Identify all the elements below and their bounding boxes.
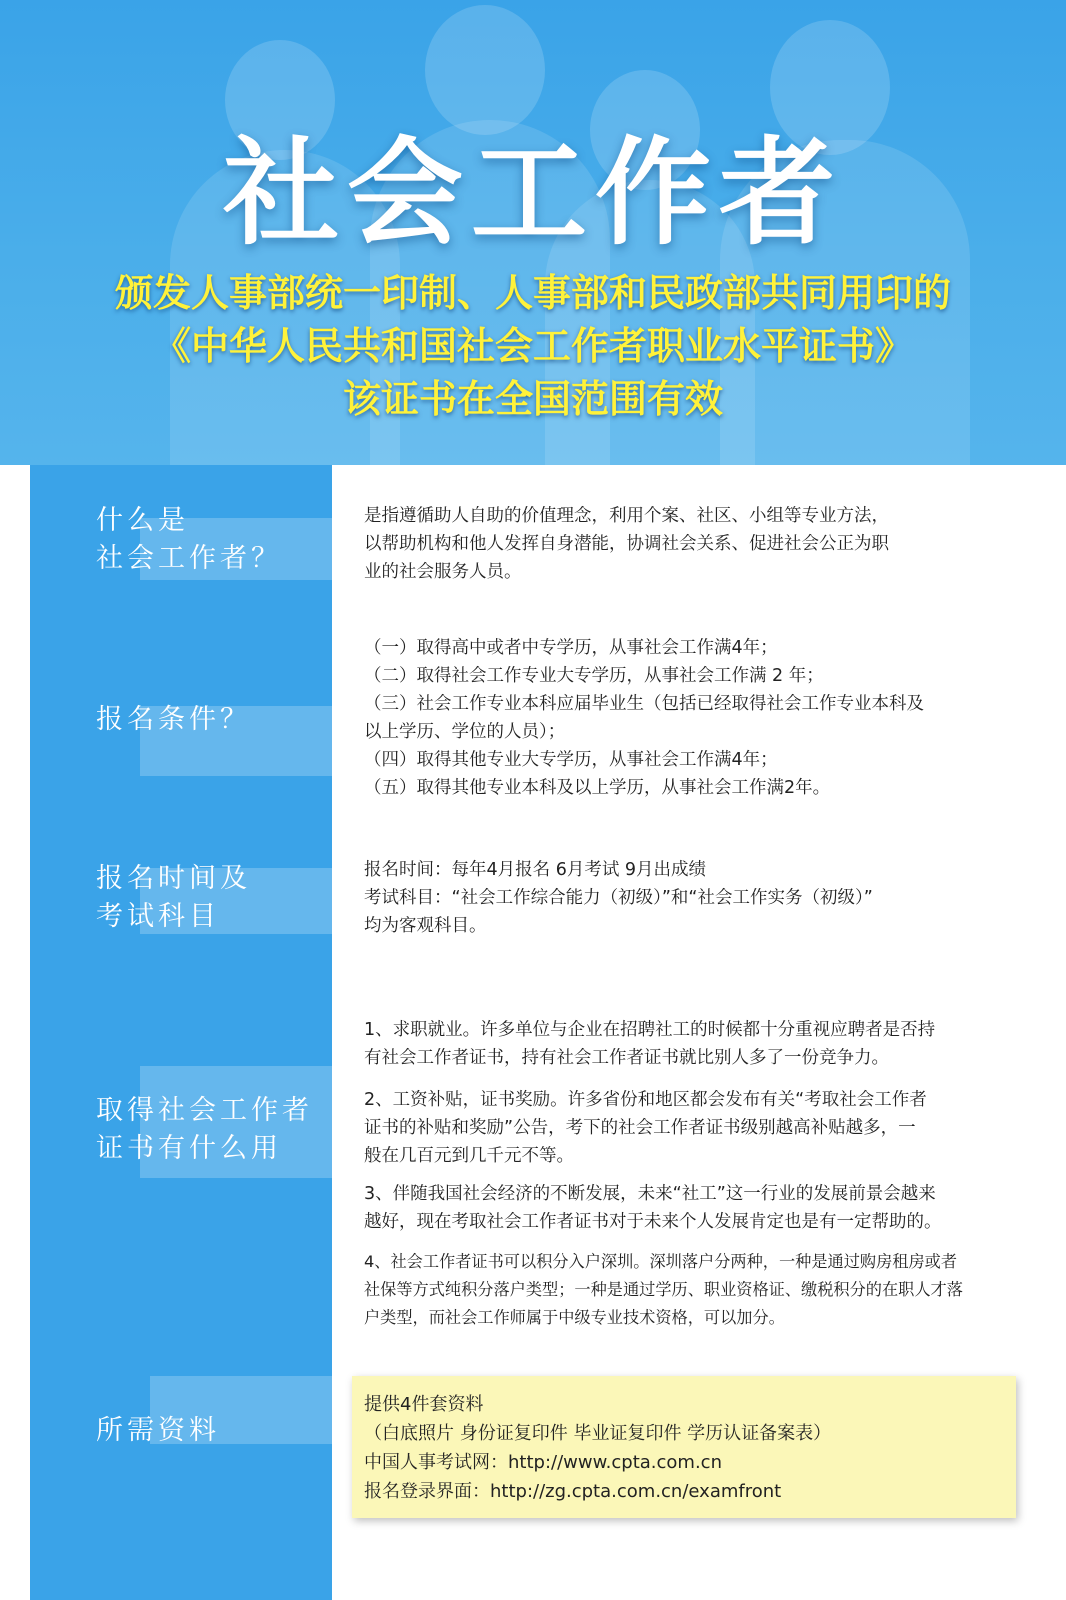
text-line: 4、社会工作者证书可以积分入户深圳。深圳落户分两种，一种是通过购房租房或者 <box>364 1252 958 1271</box>
text-line: 有社会工作者证书，持有社会工作者证书就比别人多了一份竞争力。 <box>364 1048 889 1068</box>
conditions-label: 报名条件？ <box>96 704 251 735</box>
text-line: 般在几百元到几千元不等。 <box>364 1146 574 1166</box>
what-label-line1: 什么是 <box>96 505 189 536</box>
benefits-item-3 <box>364 1180 1020 1236</box>
benefits-label <box>96 1092 313 1168</box>
text-line: 1、求职就业。许多单位与企业在招聘社工的时候都十分重视应聘者是否持 <box>364 1020 936 1040</box>
what-label-line2: 社会工作者？ <box>96 543 282 574</box>
hero-subtitle-line3: 该证书在全国范围有效 <box>342 377 723 421</box>
hero-title: 社会工作者 <box>223 126 843 261</box>
schedule-label <box>96 860 251 936</box>
text-line: （四）取得其他专业大专学历，从事社会工作满4年； <box>364 750 778 770</box>
benefits-item-4 <box>364 1248 1020 1332</box>
text-line: （五）取得其他专业本科及以上学历，从事社会工作满2年。 <box>364 778 831 798</box>
text-line: 2、工资补贴，证书奖励。许多省份和地区都会发布有关“考取社会工作者 <box>364 1090 927 1110</box>
materials-content <box>352 1376 1020 1506</box>
conditions-content <box>364 634 1020 802</box>
schedule-label-line1: 报名时间及 <box>96 863 251 894</box>
text-line: 以帮助机构和他人发挥自身潜能，协调社会关系、促进社会公正为职 <box>364 534 889 554</box>
what-content <box>364 502 1020 586</box>
materials-box <box>352 1376 1016 1518</box>
text-line: 3、伴随我国社会经济的不断发展，未来“社工”这一行业的发展前景会越来 <box>364 1184 936 1204</box>
text-line: 是指遵循助人自助的价值理念，利用个案、社区、小组等专业方法， <box>364 506 889 526</box>
text-line: （二）取得社会工作专业大专学历，从事社会工作满 2 年； <box>364 666 824 686</box>
registration-site-text: 报名登录界面：http://zg.cpta.com.cn/examfront <box>364 1481 782 1502</box>
benefits-item-2 <box>364 1086 1020 1170</box>
left-margin <box>0 465 30 1600</box>
cpta-site-text: 中国人事考试网：http://www.cpta.com.cn <box>364 1452 722 1473</box>
hero-banner <box>0 0 1066 465</box>
what-label <box>96 502 282 578</box>
text-line: 考试科目：“社会工作综合能力（初级）”和“社会工作实务（初级）” <box>364 888 873 908</box>
text-line: 提供4件套资料 <box>364 1394 484 1415</box>
benefits-label-line2: 证书有什么用 <box>96 1133 282 1164</box>
benefits-label-line1: 取得社会工作者 <box>96 1095 313 1126</box>
hero-subtitle-line2: 《中华人民共和国社会工作者职业水平证书》 <box>152 324 913 368</box>
schedule-label-line2: 考试科目 <box>96 901 220 932</box>
materials-label: 所需资料 <box>96 1415 220 1446</box>
text-line: 户类型，而社会工作师属于中级专业技术资格，可以加分。 <box>364 1308 785 1327</box>
text-line: 业的社会服务人员。 <box>364 562 522 582</box>
text-line: 证书的补贴和奖励”公告，考下的社会工作者证书级别越高补贴越多，一 <box>364 1118 916 1138</box>
text-line: 报名时间：每年4月报名 6月考试 9月出成绩 <box>364 860 707 880</box>
text-line: 社保等方式纯积分落户类型；一种是通过学历、职业资格证、缴税积分的在职人才落 <box>364 1280 963 1299</box>
text-line: （一）取得高中或者中专学历，从事社会工作满4年； <box>364 638 778 658</box>
hero-subtitle-line1: 颁发人事部统一印制、人事部和民政部共同用印的 <box>114 271 951 315</box>
text-line: （三）社会工作专业本科应届毕业生（包括已经取得社会工作专业本科及 <box>364 694 924 714</box>
text-line: 均为客观科目。 <box>364 916 487 936</box>
text-line: 以上学历、学位的人员）； <box>364 722 566 742</box>
text-line: 越好，现在考取社会工作者证书对于未来个人发展肯定也是有一定帮助的。 <box>364 1212 942 1232</box>
schedule-content <box>364 856 1020 940</box>
text-line: （白底照片 身份证复印件 毕业证复印件 学历认证备案表） <box>364 1423 832 1444</box>
benefits-item-1 <box>364 1016 1020 1072</box>
